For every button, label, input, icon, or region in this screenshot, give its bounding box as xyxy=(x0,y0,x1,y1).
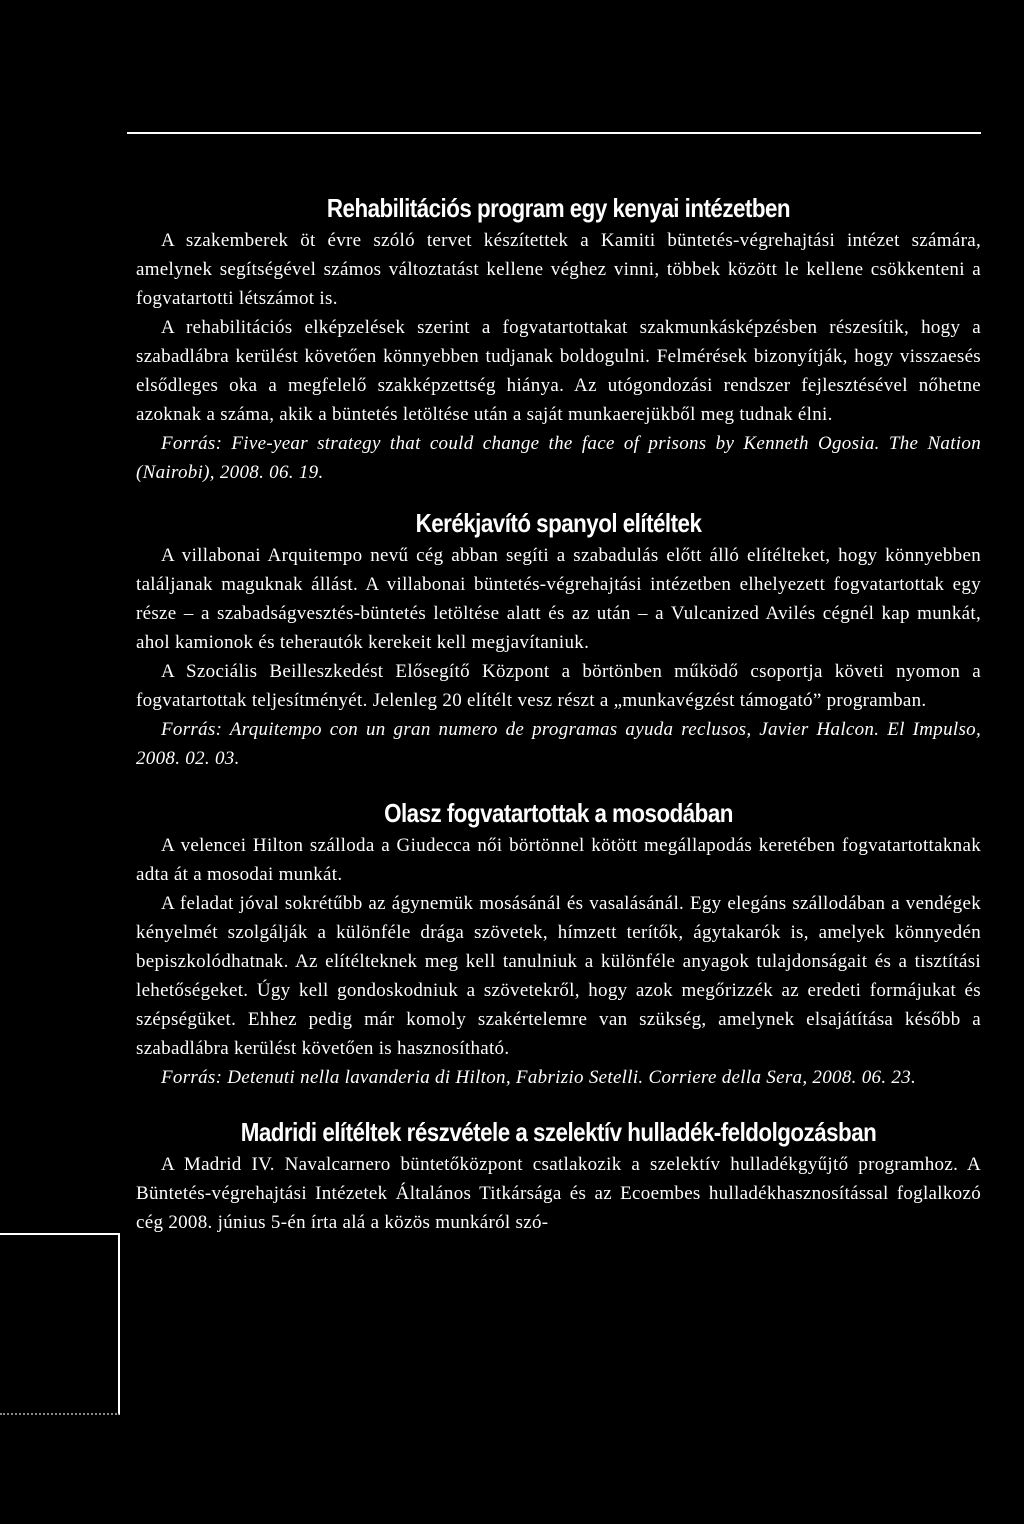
margin-box xyxy=(0,1233,120,1415)
paragraph: A feladat jóval sokrétűbb az ágynemük mosásánál és vasalásánál. Egy elegáns szállodában a vendégek kényelmét szolgálják a különféle drága szövetek, hímzett terítők, ágytakarók is, amelyek könnyedén bepiszkolódhatnak. Az elítélteknek meg kell tanulniuk a különféle anyagok tulajdonságait és a tisztítási lehetőségeket. Úgy kell gondoskodniuk a szövetekről, hogy azok megőrizzék az eredeti formájukat és szépségüket. Ehhez pedig már komoly szakértelemre van szükség, amelynek elsajátítása később a szabadlábra kerülést követően is hasznosítható. xyxy=(136,893,981,1059)
top-rule xyxy=(127,132,981,134)
paragraph: A Madrid IV. Navalcarnero büntetőközpont csatlakozik a szelektív hulladékgyűjtő programhoz. A Büntetés-végrehajtási Intézetek Általános Titkársága és az Ecoembes hulladékhasznosítással foglalkozó cég 2008. június 5-én írta alá a közös munkáról szó- xyxy=(136,1154,981,1233)
section-title-spain: Kerékjavító spanyol elítéltek xyxy=(415,508,702,538)
paragraph: A szakemberek öt évre szóló tervet készítettek a Kamiti büntetés-végrehajtási intézet számára, amelynek segítségével számos változtatást kellene véghez vinni, többek között le kellene csökkenteni a fogvatartotti létszámot is. xyxy=(136,230,981,309)
paragraph: A velencei Hilton szálloda a Giudecca női börtönnel kötött megállapodás keretében fogvatartottaknak adta át a mosodai munkát. xyxy=(136,835,981,885)
section-title-italy: Olasz fogvatartottak a mosodában xyxy=(384,798,733,828)
section-title-kenya: Rehabilitációs program egy kenyai intézetben xyxy=(326,193,791,223)
paragraph: A villabonai Arquitempo nevű cég abban segíti a szabadulás előtt álló elítélteket, hogy könnyebben találjanak maguknak állást. A villabonai büntetés-végrehajtási intézetben elhelyezett fogvatartottak egy része – a szabadságvesztés-büntetés letöltése alatt és az után – a Vulcanized Avilés cégnél kap munkát, ahol kamionok és teherautók kerekeit kell megjavítaniuk. xyxy=(136,545,981,653)
source-citation: Forrás: Arquitempo con un gran numero de programas ayuda reclusos, Javier Halcon. El Impulso, 2008. 02. 03. xyxy=(136,719,981,769)
paragraph: A Szociális Beilleszkedést Elősegítő Központ a börtönben működő csoportja követi nyomon a fogvatartottak teljesítményét. Jelenleg 20 elítélt vesz részt a „munkavégzést támogató” programban. xyxy=(136,661,981,711)
paragraph: A rehabilitációs elképzelések szerint a fogvatartottakat szakmunkásképzésben részesítik, hogy a szabadlábra kerülést követően könnyebben tudjanak boldogulni. Felmérések bizonyítják, hogy visszaesés elsődleges oka a megfelelő szakképzettség hiánya. Az utógondozási rendszer fejlesztésével nőhetne azoknak a száma, akik a büntetés letöltése után a saját munkaerejükből meg tudnak élni. xyxy=(136,317,981,425)
page-content xyxy=(136,190,981,1237)
section-title-madrid: Madridi elítéltek részvétele a szelektív hulladék-feldolgozásban xyxy=(240,1117,877,1147)
source-citation: Forrás: Detenuti nella lavanderia di Hilton, Fabrizio Setelli. Corriere della Sera, 2008. 06. 23. xyxy=(161,1067,917,1088)
source-citation: Forrás: Five-year strategy that could change the face of prisons by Kenneth Ogosia. The Nation (Nairobi), 2008. 06. 19. xyxy=(136,433,981,483)
